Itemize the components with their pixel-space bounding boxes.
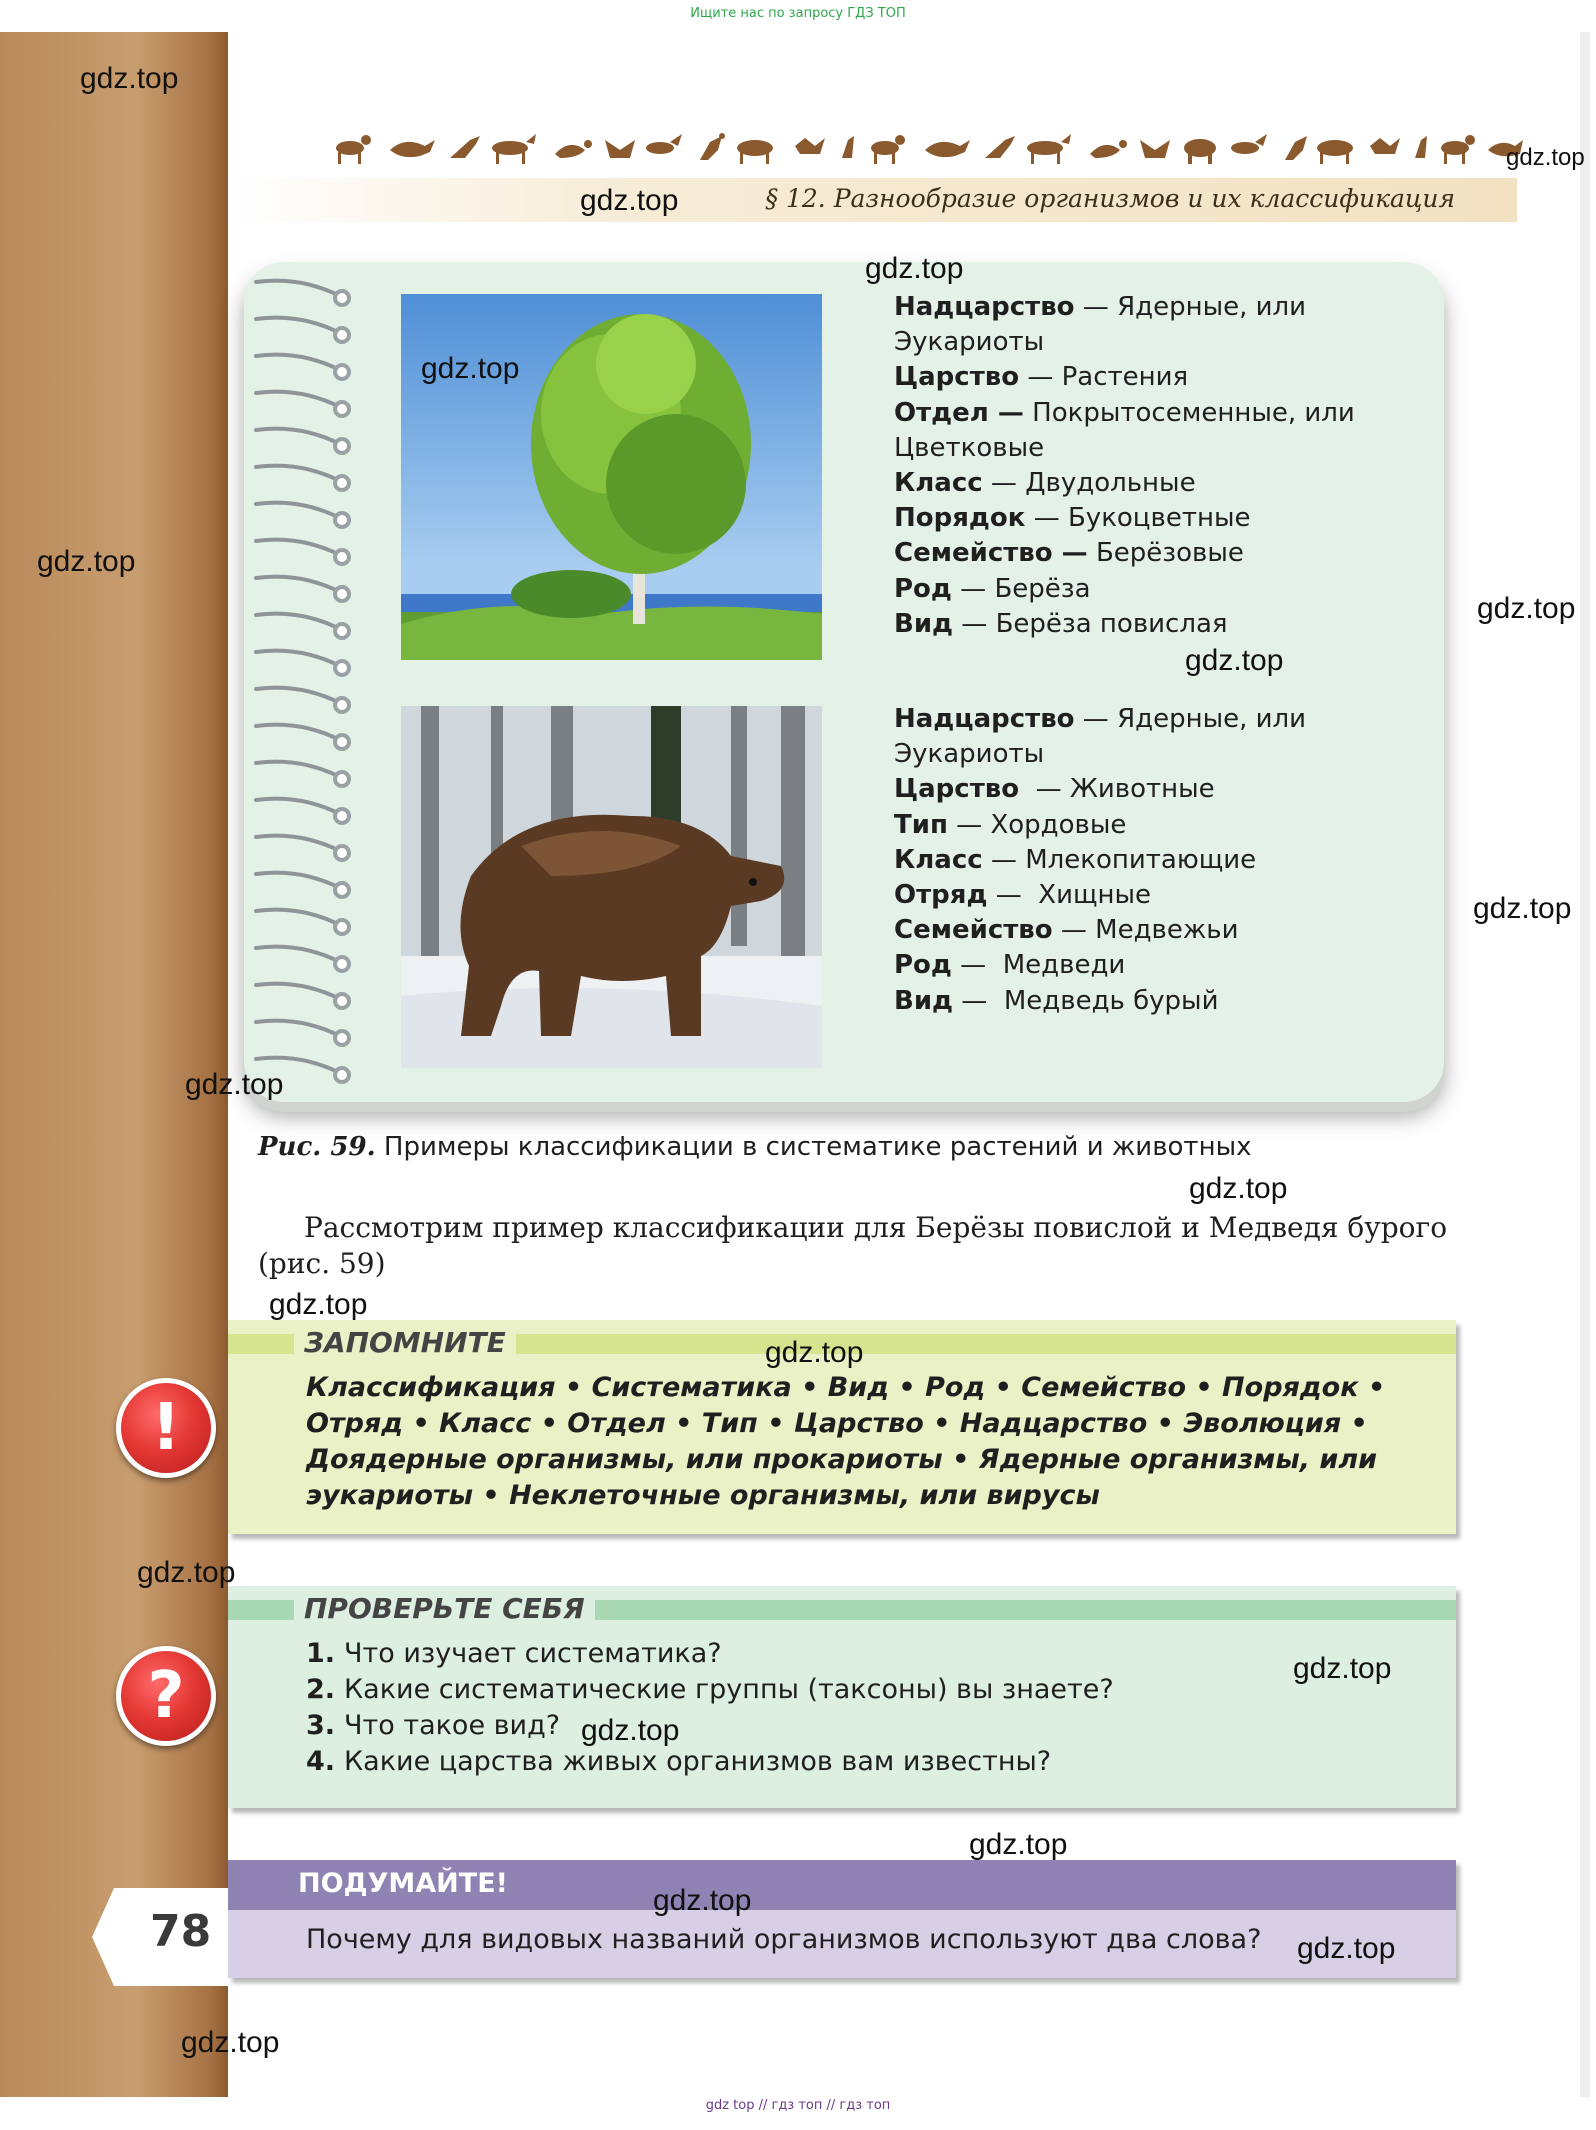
- watermark: gdz.top: [1297, 1932, 1396, 1965]
- remember-title: ЗАПОМНИТЕ: [294, 1326, 516, 1359]
- spiral-hole: [335, 402, 349, 416]
- bear-photo: [401, 706, 822, 1068]
- question-text: Что такое вид?: [344, 1710, 561, 1741]
- taxon-separator: —: [1052, 915, 1096, 946]
- taxon-rank: Семейство —: [894, 538, 1088, 569]
- question-text: Какие царства живых организмов вам известны?: [344, 1746, 1052, 1777]
- taxon-separator: [1024, 398, 1032, 428]
- spiral-hole: [335, 883, 349, 897]
- question-item: [306, 1672, 1406, 1708]
- taxonomy-row: [894, 607, 1404, 642]
- spiral-hole: [335, 698, 349, 712]
- taxonomy-row: [894, 501, 1404, 536]
- question-list: [306, 1636, 1406, 1780]
- taxon-value: Берёза: [994, 573, 1091, 604]
- spiral-hole: [335, 439, 349, 453]
- taxon-separator: —: [953, 608, 996, 639]
- spiral-ring: [256, 651, 340, 666]
- taxon-rank: Надцарство: [894, 704, 1075, 734]
- taxon-rank: Надцарство: [894, 292, 1075, 322]
- spiral-hole: [335, 328, 349, 342]
- watermark: gdz.top: [653, 1884, 752, 1917]
- spiral-hole: [335, 846, 349, 860]
- taxon-separator: —: [982, 468, 1026, 499]
- watermark: gdz.top: [1506, 144, 1585, 171]
- think-question: Почему для видовых названий организмов используют два слова?: [306, 1924, 1262, 1955]
- spiral-ring: [256, 540, 340, 555]
- taxon-rank: Тип: [894, 809, 948, 840]
- spiral-ring: [256, 281, 340, 296]
- taxon-separator: —: [1019, 362, 1062, 393]
- taxon-rank: Отряд: [894, 880, 988, 911]
- taxon-value: Хищные: [1038, 880, 1152, 911]
- watermark: gdz.top: [269, 1288, 368, 1321]
- taxon-rank: Царство: [894, 774, 1020, 805]
- taxon-value: Растения: [1061, 362, 1189, 393]
- spiral-hole: [335, 513, 349, 527]
- spiral-ring: [256, 725, 340, 740]
- watermark: gdz.top: [1293, 1652, 1392, 1685]
- section-title: § 12. Разнообразие организмов и их классификация: [765, 184, 1455, 213]
- taxon-separator: —: [987, 880, 1039, 911]
- taxon-rank: Класс: [894, 844, 983, 875]
- spiral-hole: [335, 735, 349, 749]
- taxon-separator: —: [953, 985, 1004, 1016]
- taxonomy-row: [894, 948, 1404, 983]
- check-title: ПРОВЕРЬТЕ СЕБЯ: [294, 1592, 595, 1625]
- spiral-ring: [256, 429, 340, 444]
- spiral-ring: [256, 984, 340, 999]
- question-number: 1.: [306, 1638, 336, 1669]
- watermark: gdz.top: [80, 62, 179, 95]
- spiral-ring: [256, 355, 340, 370]
- watermark: gdz.top: [185, 1068, 284, 1101]
- spiral-hole: [335, 920, 349, 934]
- taxon-rank: Семейство: [894, 915, 1053, 946]
- taxon-rank: Царство: [894, 362, 1020, 393]
- spiral-hole: [335, 365, 349, 379]
- spiral-hole: [335, 550, 349, 564]
- spiral-ring: [256, 318, 340, 333]
- spiral-ring: [256, 577, 340, 592]
- taxonomy-row: [894, 702, 1404, 772]
- spiral-ring: [256, 392, 340, 407]
- spiral-ring: [256, 910, 340, 925]
- watermark: gdz.top: [137, 1556, 236, 1589]
- taxon-value: Ядерные, или Эукариоты: [894, 704, 1307, 770]
- question-number: 3.: [306, 1710, 336, 1741]
- taxon-separator: —: [1074, 292, 1118, 322]
- watermark: gdz.top: [865, 252, 964, 285]
- taxon-value: Медведи: [1002, 950, 1126, 981]
- taxon-separator: —: [951, 573, 995, 604]
- spiral-ring: [256, 836, 340, 851]
- taxonomy-row: [894, 536, 1404, 571]
- taxonomy-row: [894, 572, 1404, 607]
- spiral-hole: [335, 1068, 349, 1082]
- taxon-value: Двудольные: [1025, 468, 1196, 499]
- spiral-hole: [335, 809, 349, 823]
- page-margin-bar: [0, 32, 228, 2097]
- spiral-hole: [335, 476, 349, 490]
- spiral-ring: [256, 614, 340, 629]
- exclamation-icon: !: [116, 1378, 216, 1478]
- taxon-rank: Вид: [894, 985, 954, 1016]
- taxon-rank: Вид: [894, 608, 954, 639]
- spiral-hole: [335, 661, 349, 675]
- taxonomy-row: [894, 878, 1404, 913]
- watermark: gdz.top: [581, 1714, 680, 1747]
- notebook-spiral: [250, 272, 360, 1092]
- remember-terms: Классификация • Систематика • Вид • Род • Семейство • Порядок • Отряд • Класс • Отдел • Тип • Царство • Надцарство • Эволюция • Доядерные организмы, или прокариоты • Ядерные организмы, или эукариоты • Неклеточные организмы, или вирусы: [306, 1372, 1386, 1511]
- taxonomy-row: [894, 984, 1404, 1019]
- spiral-hole: [335, 587, 349, 601]
- taxonomy-row: [894, 396, 1404, 466]
- taxon-separator: —: [982, 844, 1026, 875]
- taxon-separator: —: [1019, 774, 1070, 805]
- think-box: [228, 1860, 1456, 1978]
- birch-photo: [401, 294, 822, 660]
- watermark: gdz.top: [1477, 592, 1576, 625]
- watermark: gdz.top: [1473, 892, 1572, 925]
- animal-silhouettes-ornament: [330, 128, 1525, 168]
- question-number: 2.: [306, 1674, 336, 1705]
- spiral-ring: [256, 762, 340, 777]
- taxon-rank: Род: [894, 573, 952, 604]
- taxon-separator: —: [1074, 704, 1118, 734]
- spiral-hole: [335, 957, 349, 971]
- birch-taxonomy: [894, 290, 1404, 642]
- spiral-ring: [256, 873, 340, 888]
- watermark: gdz.top: [969, 1828, 1068, 1861]
- taxonomy-row: [894, 772, 1404, 807]
- question-item: [306, 1744, 1406, 1780]
- taxonomy-row: [894, 913, 1404, 948]
- taxonomy-row: [894, 360, 1404, 395]
- spiral-ring: [256, 688, 340, 703]
- footer-note: gdz top // гдз топ // гдз топ: [705, 2098, 891, 2113]
- watermark: gdz.top: [765, 1336, 864, 1369]
- taxon-value: Ядерные, или Эукариоты: [894, 292, 1307, 358]
- watermark: gdz.top: [580, 184, 679, 217]
- taxon-value: Млекопитающие: [1025, 844, 1257, 875]
- taxonomy-row: [894, 808, 1404, 843]
- figure-caption-label: Рис. 59.: [258, 1132, 376, 1162]
- taxon-value: Медведь бурый: [1003, 985, 1219, 1016]
- taxon-value: Медвежьи: [1095, 915, 1239, 946]
- question-icon: ?: [116, 1646, 216, 1746]
- section-header: [232, 178, 1517, 222]
- taxon-value: Берёза повислая: [995, 608, 1228, 639]
- spiral-hole: [335, 994, 349, 1008]
- think-title: ПОДУМАЙТЕ!: [298, 1868, 508, 1899]
- taxonomy-row: [894, 843, 1404, 878]
- taxon-value: Покрытосеменные, или Цветковые: [894, 397, 1355, 463]
- taxon-value: Животные: [1069, 774, 1215, 805]
- taxon-rank: Класс: [894, 468, 983, 499]
- bear-taxonomy: [894, 702, 1404, 1019]
- taxon-separator: —: [947, 809, 991, 840]
- spiral-ring: [256, 1021, 340, 1036]
- watermark: gdz.top: [421, 352, 520, 385]
- question-item: [306, 1636, 1406, 1672]
- taxon-rank: Род: [894, 950, 952, 981]
- taxon-rank: Отдел —: [894, 397, 1024, 428]
- figure-caption: [258, 1132, 1252, 1162]
- body-paragraph: Рассмотрим пример классификации для Берёзы повислой и Медведя бурого (рис. 59): [258, 1211, 1448, 1280]
- taxonomy-row: [894, 466, 1404, 501]
- page-number: 78: [150, 1906, 212, 1957]
- spiral-ring: [256, 503, 340, 518]
- spiral-hole: [335, 1031, 349, 1045]
- watermark: gdz.top: [181, 2026, 280, 2059]
- taxon-value: Букоцветные: [1067, 503, 1251, 534]
- taxon-separator: —: [951, 950, 1003, 981]
- taxon-separator: [1088, 538, 1096, 568]
- taxon-value: Хордовые: [990, 809, 1127, 840]
- spiral-ring: [256, 466, 340, 481]
- search-hint: Ищите нас по запросу ГДЗ ТОП: [690, 6, 906, 21]
- taxonomy-row: [894, 290, 1404, 360]
- question-text: Что изучает систематика?: [344, 1638, 722, 1669]
- figure-caption-text: Примеры классификации в систематике растений и животных: [375, 1132, 1252, 1162]
- question-text: Какие систематические группы (таксоны) вы знаете?: [344, 1674, 1114, 1705]
- page-right-edge: [1580, 32, 1590, 2097]
- spiral-hole: [335, 772, 349, 786]
- watermark: gdz.top: [37, 545, 136, 578]
- taxon-rank: Порядок: [894, 503, 1026, 534]
- spiral-hole: [335, 291, 349, 305]
- taxon-value: Берёзовые: [1095, 538, 1244, 569]
- question-number: 4.: [306, 1746, 336, 1777]
- taxon-separator: —: [1025, 503, 1068, 534]
- spiral-hole: [335, 624, 349, 638]
- spiral-ring: [256, 799, 340, 814]
- watermark: gdz.top: [1189, 1172, 1288, 1205]
- question-item: [306, 1708, 1406, 1744]
- spiral-ring: [256, 947, 340, 962]
- watermark: gdz.top: [1185, 644, 1284, 677]
- check-yourself-box: [228, 1586, 1456, 1808]
